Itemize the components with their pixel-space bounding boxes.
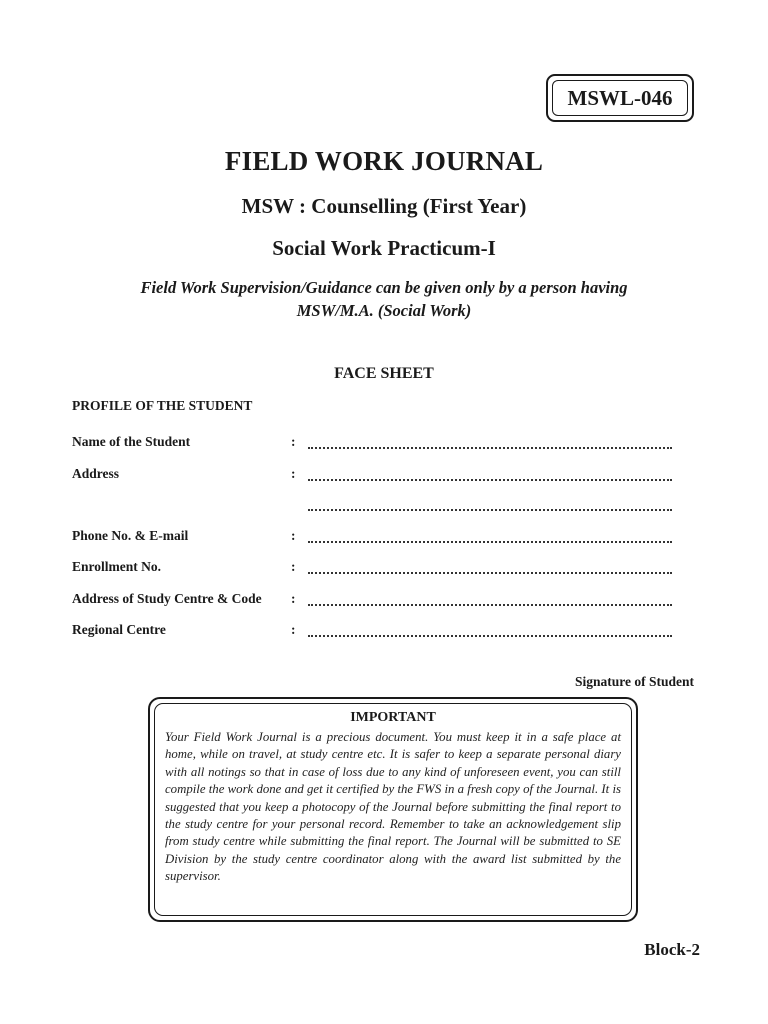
field-colon: : — [291, 528, 296, 543]
dotted-fill-line[interactable] — [308, 479, 672, 481]
block-label: Block-2 — [644, 940, 700, 959]
field-label: Name of the Student — [72, 434, 191, 449]
field-colon: : — [291, 559, 296, 574]
field-regional-centre — [72, 622, 672, 642]
supervision-note-line-2: MSW/M.A. (Social Work) — [296, 301, 472, 320]
supervision-note — [0, 276, 768, 322]
dotted-fill-line[interactable] — [308, 447, 672, 449]
course-code: MSWL-046 — [552, 80, 688, 116]
dotted-fill-line[interactable] — [308, 635, 672, 637]
field-colon: : — [291, 434, 296, 449]
field-address-continued — [72, 496, 672, 516]
program-subtitle: MSW : Counselling (First Year) — [241, 194, 527, 218]
journal-title: FIELD WORK JOURNAL — [224, 146, 544, 176]
dotted-fill-line[interactable] — [308, 572, 672, 574]
dotted-fill-line[interactable] — [308, 541, 672, 543]
field-label: Enrollment No. — [72, 559, 162, 574]
field-address — [72, 466, 672, 486]
field-student-name — [72, 434, 672, 454]
dotted-fill-line[interactable] — [308, 509, 672, 511]
supervision-note-line-1: Field Work Supervision/Guidance can be given only by a person having — [140, 278, 628, 297]
important-heading: IMPORTANT — [350, 710, 436, 725]
field-label: Address — [72, 466, 120, 481]
important-notice-box — [148, 697, 638, 922]
important-text: Your Field Work Journal is a precious document. You must keep it in a safe place at home, while on travel, at study centre etc. It is safer to keep a separate personal diary with all notings so that in case of loss due to any kind of unforeseen event, you can still compile the work done and get it certified by the FWS in a fresh copy of the Journal. It is suggested that you keep a photocopy of the Journal before submitting the final report to the study centre for your personal record. Remember to take an acknowledgement slip from study centre while submitting the final report. The Journal will be submitted to SE Division by the study centre coordinator along with the award list submitted by the supervisor. — [165, 730, 621, 884]
field-colon: : — [291, 591, 296, 606]
field-study-centre — [72, 591, 672, 611]
field-label: Phone No. & E-mail — [72, 528, 189, 543]
practicum-subtitle: Social Work Practicum-I — [272, 236, 496, 260]
important-notice-inner — [154, 703, 632, 916]
field-label: Address of Study Centre & Code — [72, 591, 262, 606]
course-code-box — [546, 74, 694, 122]
face-sheet-heading: FACE SHEET — [334, 365, 434, 382]
field-label: Regional Centre — [72, 622, 166, 637]
field-colon: : — [291, 466, 296, 481]
dotted-fill-line[interactable] — [308, 604, 672, 606]
field-enrollment — [72, 559, 672, 579]
profile-heading: PROFILE OF THE STUDENT — [72, 398, 253, 413]
student-signature-label: Signature of Student — [574, 674, 694, 689]
field-phone-email — [72, 528, 672, 548]
field-colon: : — [291, 622, 296, 637]
